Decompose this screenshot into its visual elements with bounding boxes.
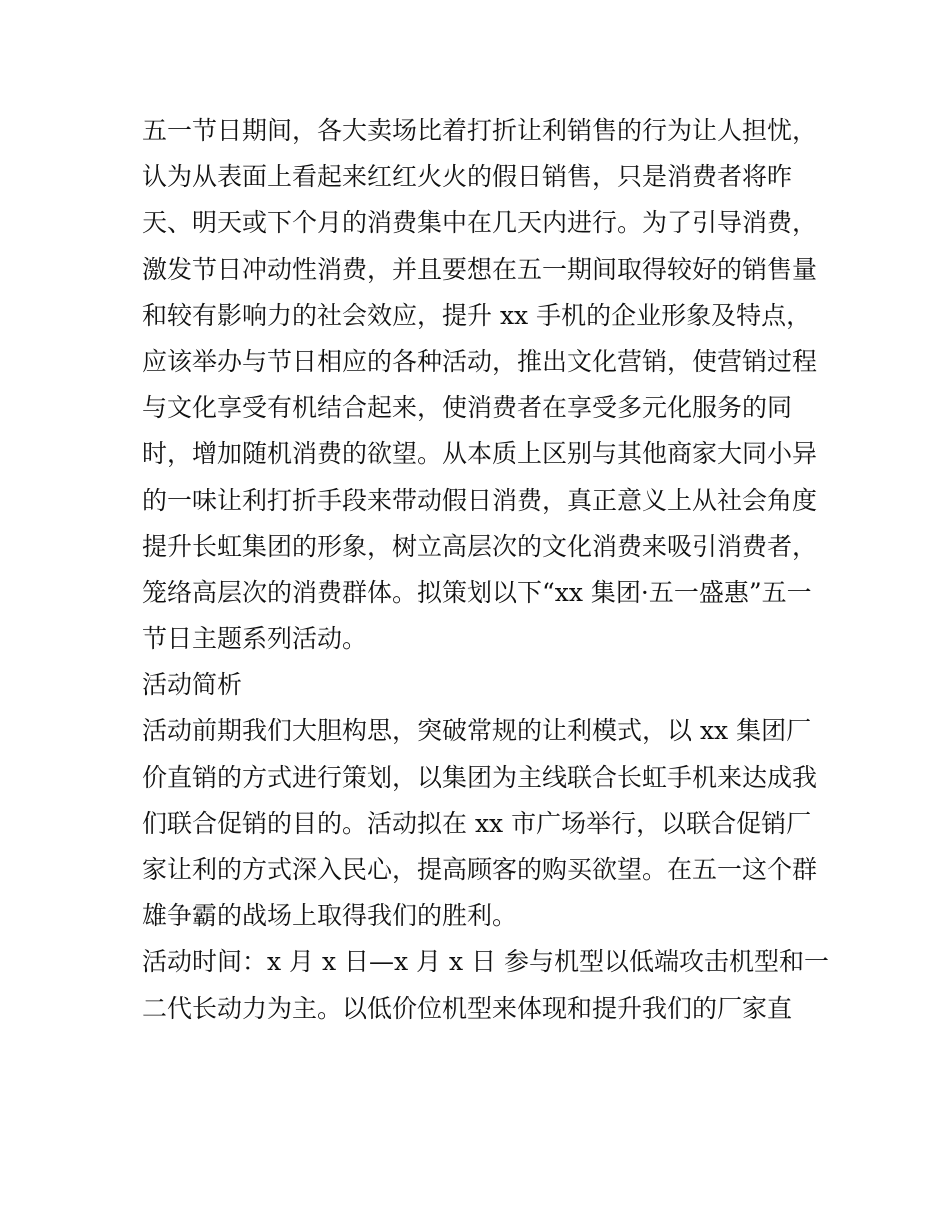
text-line: 家让利的方式深入民心，提高顾客的购买欲望。在五一这个群 — [142, 855, 818, 884]
text-line: 节日主题系列活动。 — [142, 624, 368, 654]
text-line: 价直销的方式进行策划，以集团为主线联合长虹手机来达成我 — [142, 762, 818, 792]
text-line: 活动前期我们大胆构思，突破常规的让利模式，以 xx 集团厂 — [142, 716, 812, 746]
text-line: 与文化享受有机结合起来，使消费者在享受多元化服务的同 — [142, 393, 793, 423]
text-line: 活动时间：x 月 x 日—x 月 x 日 参与机型以低端攻击机型和一 — [142, 947, 830, 977]
text-line: 二代长动力为主。以低价位机型来体现和提升我们的厂家直 — [142, 993, 793, 1023]
text-line: 和较有影响力的社会效应，提升 xx 手机的企业形象及特点， — [142, 300, 812, 330]
text-line: 雄争霸的战场上取得我们的胜利。 — [142, 901, 518, 931]
text-line: 的一味让利打折手段来带动假日消费，真正意义上从社会角度 — [142, 485, 818, 515]
text-line: 激发节日冲动性消费，并且要想在五一期间取得较好的销售量 — [142, 254, 818, 284]
section-heading: 活动简析 — [142, 670, 243, 700]
text-line: 天、明天或下个月的消费集中在几天内进行。为了引导消费， — [142, 208, 818, 238]
text-line: 笼络高层次的消费群体。拟策划以下“xx 集团·五一盛惠”五一 — [142, 577, 812, 607]
document-body — [142, 108, 830, 1032]
text-line: 们联合促销的目的。活动拟在 xx 市广场举行，以联合促销厂 — [142, 808, 812, 838]
text-line: 五一节日期间，各大卖场比着打折让利销售的行为让人担忧， — [142, 116, 818, 145]
text-line: 提升长虹集团的形象，树立高层次的文化消费来吸引消费者， — [142, 531, 818, 561]
text-line: 应该举办与节日相应的各种活动，推出文化营销，使营销过程 — [142, 346, 818, 376]
text-line: 时，增加随机消费的欲望。从本质上区别与其他商家大同小异 — [142, 439, 818, 469]
text-line: 认为从表面上看起来红红火火的假日销售，只是消费者将昨 — [142, 162, 793, 192]
